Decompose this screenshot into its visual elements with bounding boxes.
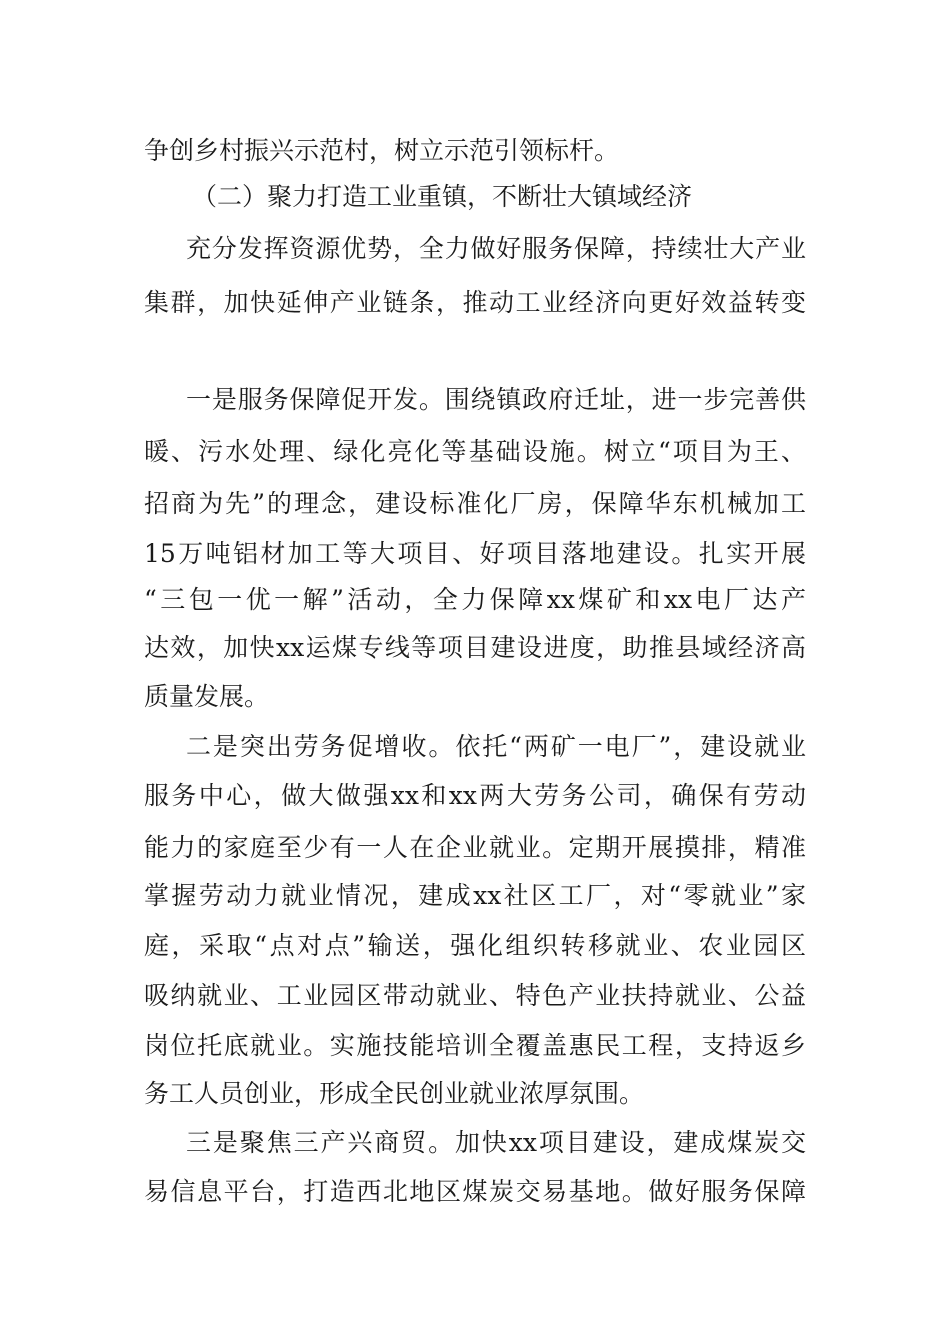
text-line: 15万吨铝材加工等大项目、好项目落地建设。扎实开展 xyxy=(144,539,806,568)
text-line: 庭，采取“点对点”输送，强化组织转移就业、农业园区 xyxy=(144,931,806,960)
text-line: 易信息平台，打造西北地区煤炭交易基地。做好服务保障 xyxy=(144,1177,806,1206)
text-line: 二是突出劳务促增收。依托“两矿一电厂”，建设就业 xyxy=(186,732,806,761)
section-heading: （二）聚力打造工业重镇，不断壮大镇域经济 xyxy=(192,182,693,211)
text-line: 岗位托底就业。实施技能培训全覆盖惠民工程，支持返乡 xyxy=(144,1031,806,1060)
text-line: 质量发展。 xyxy=(144,682,270,711)
text-line: 服务中心，做大做强xx和xx两大劳务公司，确保有劳动 xyxy=(144,781,806,810)
text-line: 务工人员创业，形成全民创业就业浓厚氛围。 xyxy=(144,1079,645,1108)
text-line: 掌握劳动力就业情况，建成xx社区工厂，对“零就业”家 xyxy=(144,881,806,910)
text-line: 暖、污水处理、绿化亮化等基础设施。树立“项目为王、 xyxy=(144,437,806,466)
text-line: 集群，加快延伸产业链条，推动工业经济向更好效益转变 xyxy=(144,288,806,317)
text-line: “三包一优一解”活动，全力保障xx煤矿和xx电厂达产 xyxy=(144,585,806,614)
text-line: 达效，加快xx运煤专线等项目建设进度，助推县域经济高 xyxy=(144,633,806,662)
text-line: 充分发挥资源优势，全力做好服务保障，持续壮大产业 xyxy=(186,234,806,263)
text-line: 吸纳就业、工业园区带动就业、特色产业扶持就业、公益 xyxy=(144,981,806,1010)
text-line: 招商为先”的理念，建设标准化厂房，保障华东机械加工 xyxy=(144,489,806,518)
text-line: 争创乡村振兴示范村，树立示范引领标杆。 xyxy=(144,136,620,165)
text-line: 能力的家庭至少有一人在企业就业。定期开展摸排，精准 xyxy=(144,833,806,862)
text-line: 三是聚焦三产兴商贸。加快xx项目建设，建成煤炭交 xyxy=(186,1128,806,1157)
text-line: 一是服务保障促开发。围绕镇政府迁址，进一步完善供 xyxy=(186,385,806,414)
